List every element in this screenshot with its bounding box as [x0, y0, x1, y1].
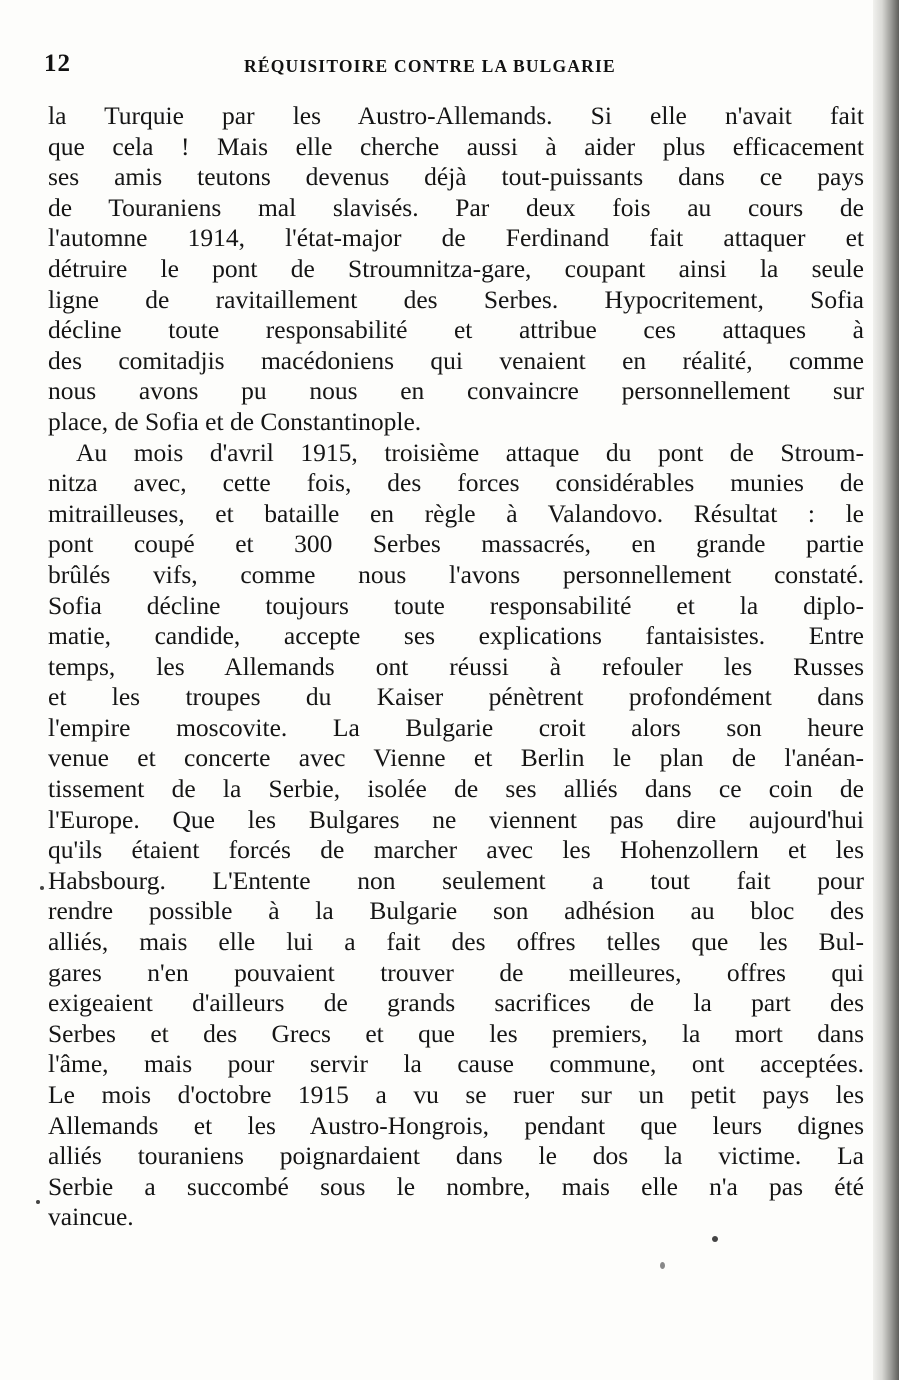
text-line: qu'ils étaient forcés de marcher avec les Hohenzollern et les: [48, 835, 864, 865]
running-title: RÉQUISITOIRE CONTRE LA BULGARIE: [244, 56, 616, 76]
running-header: [44, 50, 864, 86]
text-line: Serbie a succombé sous le nombre, mais elle n'a pas été: [48, 1171, 864, 1201]
text-line: décline toute responsabilité et attribue ces attaques à: [48, 315, 864, 345]
text-line: détruire le pont de Stroumnitza-gare, coupant ainsi la seule: [48, 253, 864, 283]
text-line: tissement de la Serbie, isolée de ses alliés dans ce coin de: [48, 774, 864, 804]
text-line: l'empire moscovite. La Bulgarie croit alors son heure: [48, 712, 864, 742]
paragraph: [48, 438, 864, 1233]
text-line: et les troupes du Kaiser pénètrent profondément dans: [48, 682, 864, 712]
print-speck: [36, 1200, 40, 1204]
text-line: alliés, mais elle lui a fait des offres telles que les Bul-: [48, 927, 864, 957]
text-line: nitza avec, cette fois, des forces considérables munies de: [48, 468, 864, 498]
text-line: alliés touraniens poignardaient dans le dos la victime. La: [48, 1141, 864, 1171]
print-speck: [40, 886, 44, 890]
print-speck: [660, 1262, 665, 1269]
text-line: l'âme, mais pour servir la cause commune, ont acceptées.: [48, 1049, 864, 1079]
paragraph: [48, 101, 864, 438]
text-line: temps, les Allemands ont réussi à refouler les Russes: [48, 651, 864, 681]
text-line: l'automne 1914, l'état-major de Ferdinand fait attaquer et: [48, 223, 864, 253]
text-line: Le mois d'octobre 1915 a vu se ruer sur un petit pays les: [48, 1080, 864, 1109]
text-line: Au mois d'avril 1915, troisième attaque du pont de Stroum-: [76, 437, 864, 467]
text-line: gares n'en pouvaient trouver de meilleures, offres qui: [48, 957, 864, 987]
text-line: Sofia décline toujours toute responsabilité et la diplo-: [48, 590, 864, 620]
text-line: exigeaient d'ailleurs de grands sacrifices de la part des: [48, 988, 864, 1018]
text-line: pont coupé et 300 Serbes massacrés, en grande partie: [48, 529, 864, 559]
text-line: Allemands et les Austro-Hongrois, pendant que leurs dignes: [48, 1110, 864, 1140]
text-line: nous avons pu nous en convaincre personnellement sur: [48, 376, 864, 406]
page-number: 12: [44, 50, 71, 77]
text-line: vaincue.: [48, 1202, 134, 1232]
text-line: rendre possible à la Bulgarie son adhésion au bloc des: [48, 896, 864, 926]
text-line: place, de Sofia et de Constantinople.: [48, 406, 422, 436]
text-line: Habsbourg. L'Entente non seulement a tout fait pour: [48, 865, 864, 895]
text-line: venue et concerte avec Vienne et Berlin le plan de l'anéan-: [48, 743, 864, 773]
text-line: de Touraniens mal slavisés. Par deux fois au cours de: [48, 192, 864, 222]
text-line: ses amis teutons devenus déjà tout-puissants dans ce pays: [48, 162, 864, 192]
text-line: matie, candide, accepte ses explications fantaisistes. Entre: [48, 621, 864, 651]
text-line: ligne de ravitaillement des Serbes. Hypocritement, Sofia: [48, 284, 864, 314]
text-line: mitrailleuses, et bataille en règle à Valandovo. Résultat : le: [48, 498, 864, 528]
body-text: [48, 101, 864, 1233]
text-line: la Turquie par les Austro-Allemands. Si elle n'avait fait: [48, 101, 864, 130]
print-speck: [712, 1236, 718, 1242]
text-line: que cela ! Mais elle cherche aussi à aider plus efficacement: [48, 131, 864, 161]
text-line: des comitadjis macédoniens qui venaient en réalité, comme: [48, 345, 864, 375]
page-edge-shadow: [873, 0, 899, 1380]
text-line: l'Europe. Que les Bulgares ne viennent pas dire aujourd'hui: [48, 804, 864, 834]
text-line: brûlés vifs, comme nous l'avons personnellement constaté.: [48, 559, 864, 589]
text-line: Serbes et des Grecs et que les premiers, la mort dans: [48, 1018, 864, 1048]
